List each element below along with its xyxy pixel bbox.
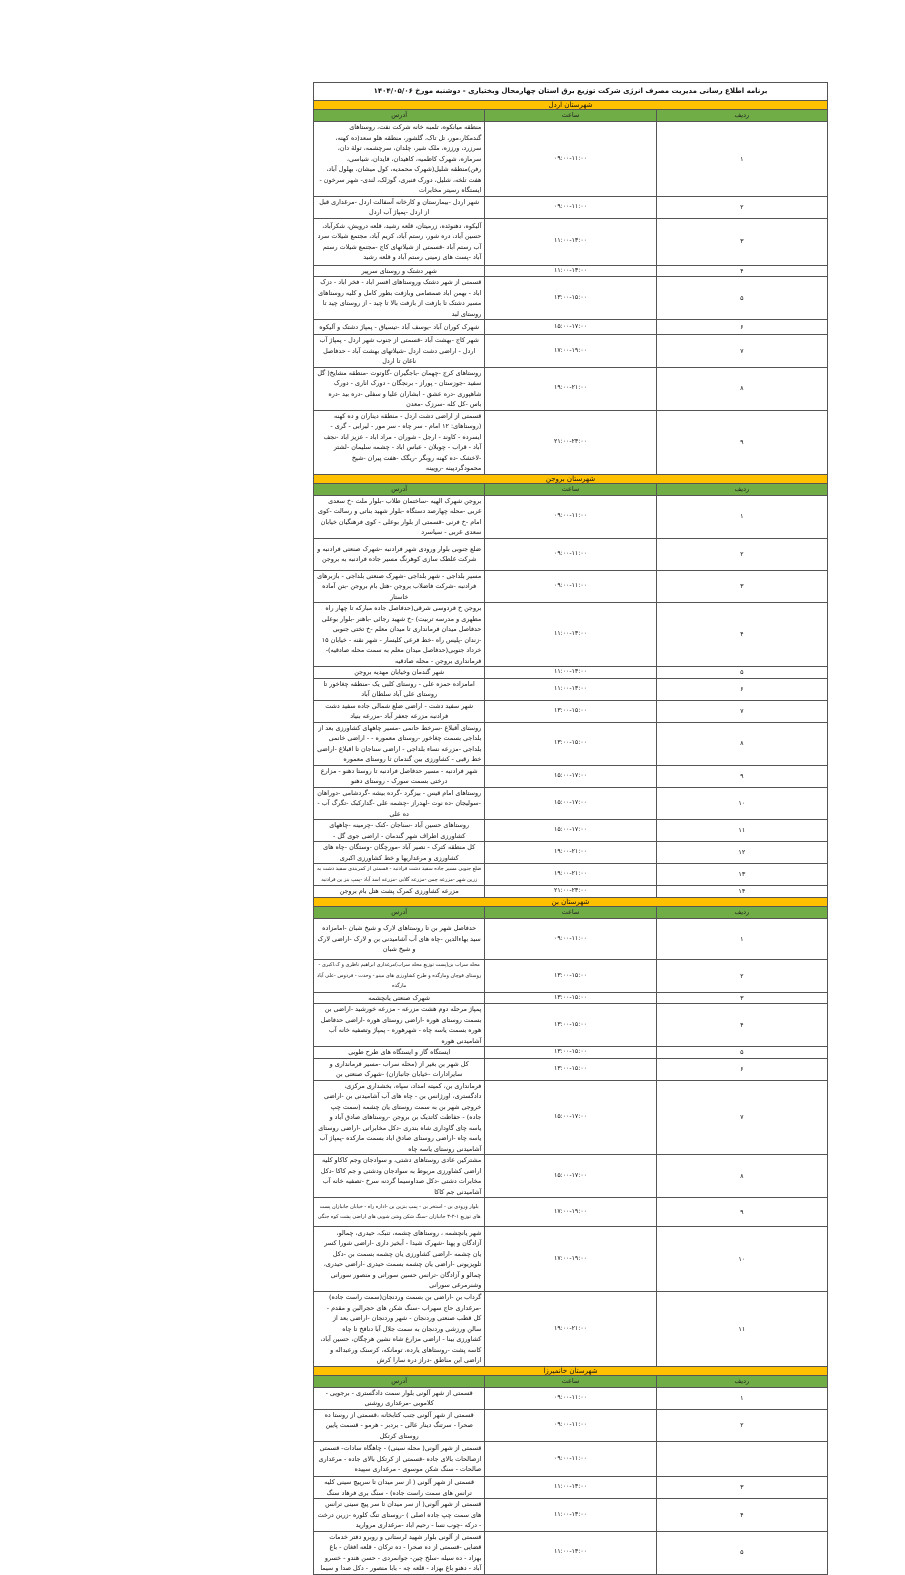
header-time: ساعت (485, 907, 656, 919)
row-number: ۴ (656, 1499, 827, 1532)
row-number: ۱ (656, 495, 827, 538)
row-number: ۲ (656, 960, 827, 993)
outage-time: ۰۹:۰۰-۱۱:۰۰ (485, 1442, 656, 1477)
row-number: ۹ (656, 410, 827, 474)
outage-time: ۱۹:۰۰-۲۱:۰۰ (485, 367, 656, 410)
row-number: ۳ (656, 1477, 827, 1499)
row-number: ۱۴ (656, 886, 827, 898)
row-number: ۴ (656, 603, 827, 667)
row-number: ۵ (656, 667, 827, 679)
row-number: ۴ (656, 265, 827, 277)
outage-time: ۱۱:۰۰-۱۳:۰۰ (485, 603, 656, 667)
outage-address: شهر کاج -بهشت آباد -قسمتی از جنوب شهر اردل - پمپاژ آب اردل - اراضی دشت اردل -شیلاتهای بهشت آباد - حدفاصل ناغان تا اردل (314, 335, 485, 368)
outage-address: شهر فرادنبه - مسیر حدفاصل فرادنبه تا روستا دهنو - مزارع درختی بسمت سورک - روستای دهنو (314, 765, 485, 787)
table-row (314, 864, 828, 886)
row-number: ۵ (656, 277, 827, 320)
header-time: ساعت (485, 110, 656, 122)
document-title: برنامه اطلاع رسانی مدیریت مصرف انرژی شرکت توزیع برق استان چهارمحال وبختیاری - دوشنبه مورخ ۱۴۰۴/۰۵/۰۶ (314, 83, 828, 101)
outage-time: ۲۱:۰۰-۲۳:۰۰ (485, 410, 656, 474)
row-number: ۶ (656, 678, 827, 700)
table-row (314, 1155, 828, 1198)
table-row (314, 218, 828, 265)
outage-address: مشترکین عادی روستاهای دشتی، و سوادجان وجم کاکاو کلیه اراضی کشاورزی مربوط به سوادجان ودشتی و جم کاکا -دکل مخابرات دشتی -دکل صداوسیما گردنه سرخ -تصفیه خانه آب آشامیدنی جم کاکا (314, 1155, 485, 1198)
section-header (314, 898, 828, 907)
table-row (314, 367, 828, 410)
section-title: شهرستان خانمیرزا (314, 1366, 828, 1375)
outage-time: ۱۳:۰۰-۱۵:۰۰ (485, 700, 656, 722)
table-row (314, 1442, 828, 1477)
outage-address: شهر سفید دشت - اراضی ضلع شمالی جاده سفید دشت فرادنبه مزرعه جعفر آباد -مزرعه بنیاد (314, 700, 485, 722)
outage-time: ۱۱:۰۰-۱۳:۰۰ (485, 1477, 656, 1499)
outage-time: ۱۵:۰۰-۱۷:۰۰ (485, 765, 656, 787)
outage-address: گرداب بن -اراضی بن بسمت وردنجان(سمت راست جاده) -مرغداری حاج سهراب -سنگ شکن های حجرالبن و مقدم - کل قطب صنعتی وردنجان - شهر وردنجان -اراضی بعد از سالن ورزشی وردنجان به سمت جلال آبا دنافخ تا چاه کشاورزی بینا - اراضی مزارع شاه نشین هرچگان، حسین آباد، کاسه پشت -روستاهای یارده، تومانکه، کرسنک ورعبداله و اراضی این مناطق -دراز دره سارا کرش (314, 1292, 485, 1367)
table-row (314, 335, 828, 368)
row-number: ۵ (656, 1047, 827, 1059)
outage-time: ۱۳:۰۰-۱۵:۰۰ (485, 1047, 656, 1059)
outage-time: ۱۹:۰۰-۲۱:۰۰ (485, 842, 656, 864)
table-row (314, 1047, 828, 1059)
outage-address: شهر یانچشمه ، روستاهای چشمه، تنبک، حیدری، چمالو، آزادگان و پهنا -شهرک شیدا - آبخیز داری -اراضی شورا کسر یان چشمه -اراضی کشاورزی یان چشمه بسمت بن -دکل تلویزیونی -اراضی یان چشمه بسمت حیدری -اراضی حیدری، چمالو و آزادگان -ترانس حسین سورانی و منصور سورانی وشنرمرغی سورانی (314, 1227, 485, 1292)
row-number: ۳ (656, 218, 827, 265)
header-address: آدرس (314, 1375, 485, 1387)
table-row (314, 1499, 828, 1532)
header-address: آدرس (314, 907, 485, 919)
outage-address: قسمتی از شهر آلونی( از سر میدان تا سر پیچ سینی ترانس های سمت چپ جاده اصلی ) -روستای تنگ کلوره -زرین درخت - درکه -چوب نسا - رحیم اباد -مرغداری مروارید (314, 1499, 485, 1532)
outage-time: ۱۳:۰۰-۱۵:۰۰ (485, 722, 656, 765)
table-row (314, 1080, 828, 1155)
table-row (314, 667, 828, 679)
table-row (314, 820, 828, 842)
row-number: ۱۱ (656, 1292, 827, 1367)
row-number: ۱ (656, 919, 827, 960)
row-number: ۸ (656, 367, 827, 410)
outage-address: روستای آقبلاغ -سرخط حانمی -مسیر چاههای کشاورزی بعد از بلداجی بسمت چغاخور -روستای معموره - - اراضی خانمی بلداجی -مزرعه نساء بلداجی - اراضی سناجان تا اقبلاغ -اراضی خط رقبی - کشاورزی بین گندمان تا روستای معموره (314, 722, 485, 765)
section-header (314, 474, 828, 483)
outage-time: ۱۱:۰۰-۱۳:۰۰ (485, 1531, 656, 1574)
table-row (314, 842, 828, 864)
table-row (314, 277, 828, 320)
outage-time: ۲۱:۰۰-۲۳:۰۰ (485, 886, 656, 898)
outage-time: ۱۵:۰۰-۱۷:۰۰ (485, 320, 656, 335)
outage-time: ۱۹:۰۰-۲۱:۰۰ (485, 864, 656, 886)
outage-address: مسیر بلداجی - شهر بلداجی -شهرک صنعتی بلداجی - بازبرهای فرادنبه -شرکت فاضلاب بروجن -هتل بام بروجن -بتن آماده خاستار (314, 570, 485, 603)
column-header-row (314, 483, 828, 495)
header-radif: ردیف (656, 1375, 827, 1387)
outage-address: قسمتی از شهر دشتک وروستاهای افسر اباد - فخر اباد - دزک اباد - بهمن اباد صمصامی وبازفت بطور کامل و کلیه روستاهای مسیر دشتک تا بازفت از بازفت بالا تا چید - از روستای چید تا روستای لبد (314, 277, 485, 320)
outage-address: محله سراب بن(پست توزیع محله سراب)مرغداری ابراهیم ناظری و ک.اکبری - روستای قوچان ومارگده و طرح کشاورزی های مینو - وحدت - فردوس -علی آباد مارگده (314, 960, 485, 993)
header-radif: ردیف (656, 483, 827, 495)
schedule-table (313, 82, 828, 1575)
outage-address: شهرک کوران آباد -یوسف آباد -تیسیاق - پمپاژ دشتک و آلیکوه (314, 320, 485, 335)
outage-address: شهر گندمان وخیابان مهدیه بروجن (314, 667, 485, 679)
outage-time: ۱۱:۰۰-۱۳:۰۰ (485, 678, 656, 700)
column-header-row (314, 1375, 828, 1387)
outage-time: ۱۳:۰۰-۱۵:۰۰ (485, 960, 656, 993)
outage-address: پمپاژ مرحله دوم هشت مزرعه - مزرعه خورشید -اراضی بن بسمت روستای هوره -اراضی روستای هوره -اراضی حدفاصل هوره بسمت یاسه چاه - شهرهوره - پمپاژ وتصفیه خانه آب آشامیدنی هوره (314, 1004, 485, 1047)
outage-time: ۰۹:۰۰-۱۱:۰۰ (485, 495, 656, 538)
outage-time: ۱۱:۰۰-۱۳:۰۰ (485, 265, 656, 277)
section-title: شهرستان بروجن (314, 474, 828, 483)
outage-address: روستاهای کرج -چهمان -باجگیران -گاوتوت -منطقه مشایخ( گل سفید -جوزستان - پوراز - برنجگان - دورک اناری - دورک شاهپوری -دره عشق - ابشاران علیا و سفلی -دره بید -دره باس -کل کله -سرزک -معدن (314, 367, 485, 410)
section-title: شهرستان اردل (314, 101, 828, 110)
table-row (314, 1004, 828, 1047)
outage-address: شهرک صنعتی یانچشمه (314, 992, 485, 1004)
table-row (314, 787, 828, 820)
row-number: ۷ (656, 1080, 827, 1155)
outage-address: قسمتی از اراضی دشت اردل - منطقه دیناران و ده کهنه (روستاهای: ۱۲ امام - سر چاه - سر مور - لیرابی - گری - ایسرده - کاوند - ارجل - شوران - مراد اباد - عزیز اباد -نجف آباد - قراب - چوبلان - عباس اباد - چشمه سلیمان -لشتر -لاخشک -ده کهنه روبگر -ریگک -هفت پیران -شیخ محمودگردپینه -روپینه (314, 410, 485, 474)
row-number: ۴ (656, 1004, 827, 1047)
row-number: ۳ (656, 570, 827, 603)
outage-time: ۰۹:۰۰-۱۱:۰۰ (485, 538, 656, 570)
table-row (314, 570, 828, 603)
outage-address: آلیکوه، دهنوئده، زرمیتان، قلعه رشید، قلعه درویش، شکرآباد، حسین آباد، دره شور، رستم آباد، کریم آباد، مجتمع شیلات سرد آب رستم آباد -قسمتی از شیلاتهای کاج -مجتمع شیلات رستم آباد -پست های زمینی رستم آباد و قلعه رشید (314, 218, 485, 265)
table-row (314, 410, 828, 474)
table-row (314, 196, 828, 218)
table-row (314, 122, 828, 197)
row-number: ۲ (656, 196, 827, 218)
column-header-row (314, 907, 828, 919)
outage-time: ۱۱:۰۰-۱۳:۰۰ (485, 667, 656, 679)
outage-address: حدفاصل شهر بن تا روستاهای لارک و شیخ شبان -امامزاده سید بهاءالدین -چاه های آب آشامیدنی بن و لارک -اراضی لارک و شیخ شبان (314, 919, 485, 960)
row-number: ۷ (656, 700, 827, 722)
outage-address: بلوار ورودی بن - استخر بن - پمپ بنزین بن -اداره راه - خیابان جانبازان پست های توزیع ۱-۲-۳ جانبازان -سنگ شکن وشن شویی های اراضی پشت کوه جنگی (314, 1198, 485, 1227)
table-row (314, 992, 828, 1004)
table-row (314, 603, 828, 667)
header-address: آدرس (314, 110, 485, 122)
row-number: ۱ (656, 122, 827, 197)
row-number: ۱۱ (656, 820, 827, 842)
table-row (314, 320, 828, 335)
header-time: ساعت (485, 1375, 656, 1387)
table-row (314, 765, 828, 787)
outage-address: کل منطقه کترک - نصیر آباد -مورچگان -وستگان -چاه های کشاورزی و مرغداریها و خط کشاورزی اکبری (314, 842, 485, 864)
row-number (656, 1442, 827, 1477)
table-row (314, 1198, 828, 1227)
table-row (314, 886, 828, 898)
outage-address: مزرعه کشاورزی کمرک پشت هتل بام بروجن (314, 886, 485, 898)
outage-address: قسمتی از شهر آلونی( محله سینی) - چاهگاه سادات- قسمتی ازصالحات بالای جاده -قسمتی از کرتکل بالای جاده - مرغداری صالحات - سنگ شکن موسوی - مرغداری سپیده (314, 1442, 485, 1477)
outage-time: ۱۷:۰۰-۱۹:۰۰ (485, 1198, 656, 1227)
table-row (314, 265, 828, 277)
table-row (314, 538, 828, 570)
outage-time: ۱۱:۰۰-۱۳:۰۰ (485, 1499, 656, 1532)
table-row (314, 678, 828, 700)
row-number: ۳ (656, 992, 827, 1004)
table-row (314, 722, 828, 765)
outage-address: قسمتی از آلونی بلوار شهید لرستانی و روبرو دفتر خدمات قضایی -قسمتی از ده صحرا - ده ترکان - قلعه افغان - باغ بهزاد - ده سیله -سلخ چین- جوانمردی - حسن هندو - خسرو آباد - دهنو باغ بهزاد - قلعه چه - بابا منصور - دکل صدا و سیما (314, 1531, 485, 1574)
outage-address: روستاهای حسین آباد -سناجان -کنک -چرمینه -چاههای کشاورزی اطراف شهر گندمان - اراضی جوی گل - (314, 820, 485, 842)
outage-address: ایستگاه گاز و ایستگاه های طرح طوبی (314, 1047, 485, 1059)
outage-address: روستاهای امام قیس - بیزگرد -گرده بیشه -گردشامی -دوراهان -سولیجان -ده نوت -لهدراز -چشمه علی -گدارکبک -تگرگ آب - ده علی (314, 787, 485, 820)
outage-address: کل شهر بن بغیر از (محله سراب -مسیر فرمانداری و سایرادارات -خیابان جانبازان) -شهرک صنعتی بن (314, 1058, 485, 1080)
header-time: ساعت (485, 483, 656, 495)
row-number: ۶ (656, 1058, 827, 1080)
outage-time: ۱۱:۰۰-۱۳:۰۰ (485, 218, 656, 265)
outage-address: قسمتی از شهر آلونی جنب کتابخانه ،قسمتی از روستا ده صحرا - سرتنگ دینار عالی - بردبر - هرمو - قسمت پایین روستای کرتکل (314, 1409, 485, 1442)
section-header (314, 1366, 828, 1375)
power-outage-schedule (313, 82, 828, 1575)
outage-address: شهر اردل -بیمارستان و کارخانه آسفالت اردل -مرغداری قبل از اردل -پمپاژ آب اردل (314, 196, 485, 218)
outage-time: ۱۳:۰۰-۱۵:۰۰ (485, 277, 656, 320)
section-title: شهرستان بن (314, 898, 828, 907)
outage-address: امامزاده حمزه علی - روستای کلبی یک -منطقه چغاخور تا روستای علی آباد سلطان آباد (314, 678, 485, 700)
outage-address: قسمتی از شهر آلونی بلوار سمت دادگستری - برجویی - کلاموبی -مرغداری روشنی (314, 1387, 485, 1409)
outage-time: ۱۹:۰۰-۲۱:۰۰ (485, 1292, 656, 1367)
outage-time: ۱۷:۰۰-۱۹:۰۰ (485, 335, 656, 368)
row-number: ۱۳ (656, 864, 827, 886)
table-row (314, 1227, 828, 1292)
row-number: ۸ (656, 722, 827, 765)
outage-time: ۰۹:۰۰-۱۱:۰۰ (485, 1387, 656, 1409)
outage-address: بروجن خ فردوسی شرقی(حدفاصل جاده مبارکه تا چهار راه مطهری و مدرسه تربیت) -خ شهید رجائی -باهنر -بلوار بوعلی حدفاصل میدان فرمانداری تا میدان معلم -خ تختی جنوبی -زندان -پلیس راه -خط فرعی کلیسار - شهر نقنه - خیابان ۱۵ خرداد جنوبی(حدفاصل میدان معلم به سمت محله صادقیه)- فرمانداری بروجن - محله صادقیه (314, 603, 485, 667)
outage-time: ۱۵:۰۰-۱۷:۰۰ (485, 787, 656, 820)
row-number: ۱۰ (656, 1227, 827, 1292)
table-row (314, 1387, 828, 1409)
outage-time: ۰۹:۰۰-۱۱:۰۰ (485, 919, 656, 960)
row-number: ۱۰ (656, 787, 827, 820)
outage-address: شهر دشتک و روستای سرپیر (314, 265, 485, 277)
outage-time: ۰۹:۰۰-۱۱:۰۰ (485, 196, 656, 218)
outage-time: ۱۳:۰۰-۱۵:۰۰ (485, 1058, 656, 1080)
row-number: ۸ (656, 1155, 827, 1198)
row-number: ۶ (656, 320, 827, 335)
outage-address: فرمانداری بن، کمیته امداد، سپاه، بخشداری مرکزی، دادگستری، اورژانس بن - چاه های آب آشامیدنی بن -اراضی خروجی شهر بن به سمت روستای یان چشمه (سمت چپ جاده) - حفاظت کاتدیک بن بروجن -روستاهای صادق آباد و یاسه چای گاوداری شاه بندری -دکل مخابراتی -اراضی روستای یاسه چاه -اراضی روستای صادق اباد بسمت مارکده -پمپاژ آب آشامیدنی روستای یاسه چاه (314, 1080, 485, 1155)
outage-address: ضلع جنوبی بلوار ورودی شهر فرادنبه -شهرک صنعتی فرادنبه و شرکت غلطک سازی کوهرنگ مسیر جاده فرادنبه به بروجن (314, 538, 485, 570)
column-header-row (314, 110, 828, 122)
row-number: ۹ (656, 765, 827, 787)
outage-time: ۰۹:۰۰-۱۱:۰۰ (485, 1409, 656, 1442)
row-number: ۵ (656, 1531, 827, 1574)
outage-time: ۱۷:۰۰-۱۹:۰۰ (485, 1227, 656, 1292)
outage-address: ضلع جنوبی مسیر جاده سفید دشت فرادنبه - قسمتی از کمربندی سفید دشت به زرین شهر -مزرعه چمن -مزرعه گلابی -مزرعه اسد آباد -پمپ بنز بن فرادنبه (314, 864, 485, 886)
title-row (314, 83, 828, 101)
table-row (314, 1531, 828, 1574)
row-number: ۱ (656, 1387, 827, 1409)
table-row (314, 1477, 828, 1499)
row-number: ۱۲ (656, 842, 827, 864)
table-row (314, 1292, 828, 1367)
outage-time: ۱۵:۰۰-۱۷:۰۰ (485, 1080, 656, 1155)
header-radif: ردیف (656, 110, 827, 122)
table-row (314, 700, 828, 722)
table-row (314, 1409, 828, 1442)
header-address: آدرس (314, 483, 485, 495)
table-row (314, 960, 828, 993)
row-number: ۷ (656, 335, 827, 368)
outage-time: ۱۵:۰۰-۱۷:۰۰ (485, 820, 656, 842)
row-number: ۲ (656, 538, 827, 570)
table-row (314, 495, 828, 538)
table-row (314, 1058, 828, 1080)
outage-address: منطقه میانکوه، تلمبه خانه شرکت نفت، روستاهای گندمکار،مور، تل تاک، گلشور، منطقه هلو سعد(ده کهنه، سرزرد، ورززه، ملک شیر، چلدان، سرچشمه، تولة دان، سرمازه، شهرک کاظمیه، کاهیدان، فایدان، شیاسی، رفن)منطقه شلیل(شهرک محمدیه، کول میشان، بهلول آباد، هفت تلخه، شلیل، دورک فنبری، گوزلک، لندی- شهر سرخون - ایستگاه رسیتر مخابرات (314, 122, 485, 197)
row-number: ۹ (656, 1198, 827, 1227)
row-number: ۲ (656, 1409, 827, 1442)
outage-time: ۰۹:۰۰-۱۱:۰۰ (485, 570, 656, 603)
outage-time: ۱۵:۰۰-۱۷:۰۰ (485, 1155, 656, 1198)
outage-address: قسمتی از شهر آلونی ( از سر میدان تا سرپیچ سینی کلیه ترانس های سمت راست جاده) - سنگ بری فرهاد سنگ (314, 1477, 485, 1499)
outage-time: ۱۳:۰۰-۱۵:۰۰ (485, 992, 656, 1004)
outage-time: ۰۹:۰۰-۱۱:۰۰ (485, 122, 656, 197)
header-radif: ردیف (656, 907, 827, 919)
outage-address: بروجن شهرک الهیه -ساختمان طلاب -بلوار ملت -خ سعدی غربی -محله چهارصد دستگاه -بلوار شهید بناتی و رسالت -کوی امام -خ فرنی -قسمتی از بلوار بوعلی - کوی فرهنگیان خیابان سعدی غربی - سیاسرد (314, 495, 485, 538)
section-header (314, 101, 828, 110)
outage-time: ۱۳:۰۰-۱۵:۰۰ (485, 1004, 656, 1047)
table-row (314, 919, 828, 960)
